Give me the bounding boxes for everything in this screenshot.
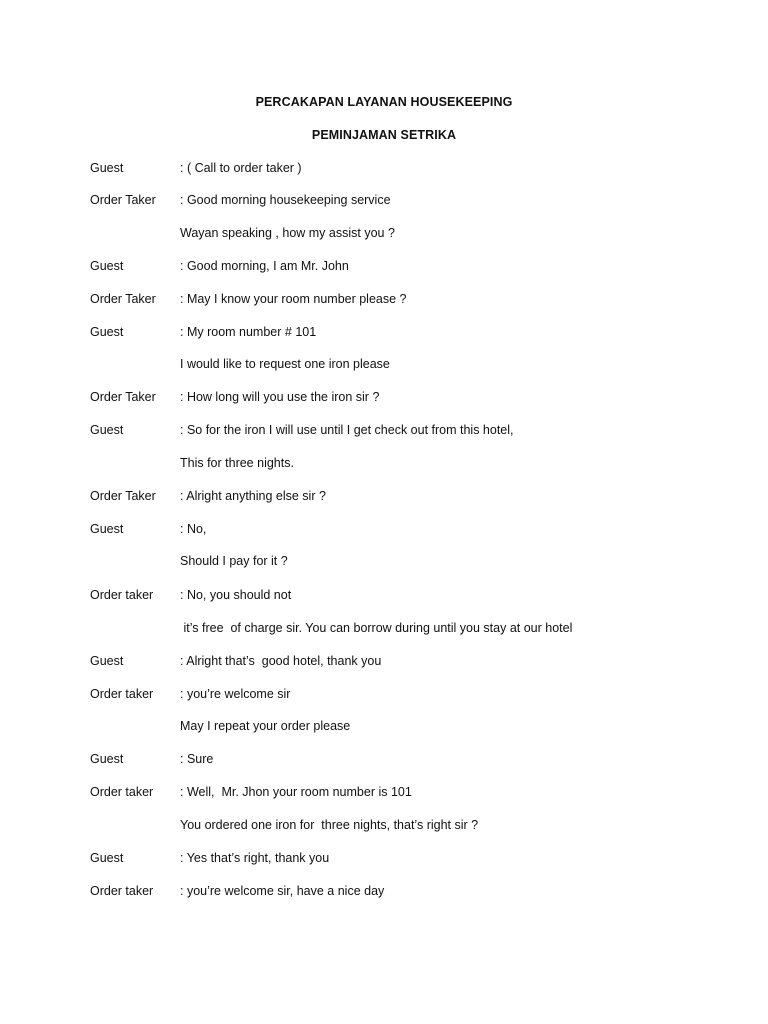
- speaker-label: Guest: [90, 161, 124, 175]
- utterance-text: : Sure: [180, 752, 214, 766]
- dialog-line: [0, 883, 768, 899]
- document-title: PERCAKAPAN LAYANAN HOUSEKEEPING: [255, 95, 513, 109]
- dialog-line: [0, 291, 768, 307]
- utterance-text: : Yes that’s right, thank you: [180, 851, 330, 865]
- speaker-label: Guest: [90, 851, 124, 865]
- utterance-text: May I repeat your order please: [180, 719, 351, 733]
- speaker-label: Order taker: [90, 884, 154, 898]
- dialog-line: [0, 553, 768, 569]
- utterance-text: : you’re welcome sir: [180, 687, 291, 701]
- speaker-label: Guest: [90, 325, 124, 339]
- dialog-line: [0, 160, 768, 176]
- dialog-line: [0, 389, 768, 405]
- dialog-line: [0, 751, 768, 767]
- dialog-line: [0, 620, 768, 636]
- utterance-text: : No,: [180, 522, 207, 536]
- speaker-label: Order taker: [90, 785, 154, 799]
- speaker-label: Order taker: [90, 588, 154, 602]
- speaker-label: Guest: [90, 752, 124, 766]
- dialog-line: [0, 192, 768, 208]
- utterance-text: Wayan speaking , how my assist you ?: [180, 226, 395, 240]
- utterance-text: : How long will you use the iron sir ?: [180, 390, 380, 404]
- utterance-text: Should I pay for it ?: [180, 554, 288, 568]
- dialog-line: [0, 653, 768, 669]
- dialog-line: [0, 784, 768, 800]
- utterance-text: : Good morning housekeeping service: [180, 193, 391, 207]
- dialog-line: [0, 422, 768, 438]
- dialog-line: [0, 324, 768, 340]
- utterance-text: : May I know your room number please ?: [180, 292, 407, 306]
- dialog-line: [0, 587, 768, 603]
- utterance-text: : Good morning, I am Mr. John: [180, 259, 349, 273]
- speaker-label: Order Taker: [90, 193, 156, 207]
- speaker-label: Order taker: [90, 687, 154, 701]
- speaker-label: Guest: [90, 259, 124, 273]
- utterance-text: : No, you should not: [180, 588, 292, 602]
- utterance-text: : ( Call to order taker ): [180, 161, 302, 175]
- utterance-text: You ordered one iron for three nights, that’s right sir ?: [180, 818, 479, 832]
- utterance-text: This for three nights.: [180, 456, 294, 470]
- dialog-line: [0, 521, 768, 537]
- utterance-text: : Alright that’s good hotel, thank you: [180, 654, 382, 668]
- dialog-line: [0, 718, 768, 734]
- dialog-line: [0, 225, 768, 241]
- utterance-text: it’s free of charge sir. You can borrow during until you stay at our hotel: [180, 621, 573, 635]
- speaker-label: Order Taker: [90, 489, 156, 503]
- dialog-line: [0, 455, 768, 471]
- dialog-line: [0, 488, 768, 504]
- utterance-text: : you’re welcome sir, have a nice day: [180, 884, 385, 898]
- utterance-text: : Well, Mr. Jhon your room number is 101: [180, 785, 412, 799]
- dialog-line: [0, 817, 768, 833]
- dialog-line: [0, 356, 768, 372]
- speaker-label: Guest: [90, 522, 124, 536]
- utterance-text: : Alright anything else sir ?: [180, 489, 326, 503]
- utterance-text: : So for the iron I will use until I get check out from this hotel,: [180, 423, 514, 437]
- speaker-label: Order Taker: [90, 292, 156, 306]
- utterance-text: I would like to request one iron please: [180, 357, 390, 371]
- utterance-text: : My room number # 101: [180, 325, 317, 339]
- document-subtitle: PEMINJAMAN SETRIKA: [311, 128, 457, 142]
- dialog-line: [0, 258, 768, 274]
- speaker-label: Guest: [90, 423, 124, 437]
- speaker-label: Order Taker: [90, 390, 156, 404]
- dialog-line: [0, 850, 768, 866]
- dialog-line: [0, 686, 768, 702]
- speaker-label: Guest: [90, 654, 124, 668]
